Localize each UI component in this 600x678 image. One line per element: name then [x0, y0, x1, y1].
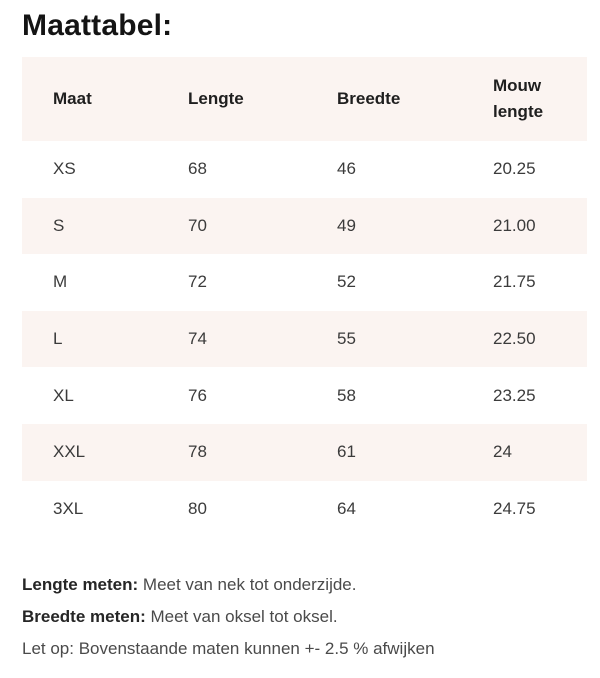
table-row [22, 367, 587, 424]
table-cell: 23.25 [493, 385, 536, 405]
table-cell: 24.75 [493, 498, 536, 518]
header-cell-lengte: Lengte [188, 89, 244, 108]
table-cell: 52 [337, 272, 356, 292]
table-row [22, 198, 587, 255]
page-title: Maattabel: [22, 9, 173, 42]
note-length-label: Lengte meten: [22, 575, 139, 594]
table-cell: 61 [337, 442, 356, 462]
table-cell: 20.25 [493, 159, 536, 179]
note-width [22, 601, 435, 633]
table-cell: XS [53, 159, 76, 179]
table-row [22, 141, 587, 198]
note-length [22, 569, 435, 601]
table-row [22, 481, 587, 538]
table-cell: S [53, 215, 65, 235]
table-cell: 46 [337, 159, 356, 179]
table-row [22, 254, 587, 311]
note-length-text: Meet van nek tot onderzijde. [138, 575, 357, 594]
header-cell-breedte: Breedte [337, 89, 401, 108]
table-header [22, 57, 587, 141]
table-cell: 3XL [53, 498, 84, 518]
header-cell-mouw-lengte: Mouw lengte [493, 76, 544, 121]
measurement-notes [22, 569, 435, 665]
note-disclaimer: Let op: Bovenstaande maten kunnen +- 2.5 % afwijken [22, 639, 435, 658]
table-cell: 70 [188, 215, 207, 235]
table-cell: 21.00 [493, 215, 536, 235]
table-body [22, 141, 587, 537]
table-cell: 21.75 [493, 272, 536, 292]
table-cell: L [53, 329, 63, 349]
table-cell: 22.50 [493, 329, 536, 349]
table-cell: 58 [337, 385, 356, 405]
note-width-text: Meet van oksel tot oksel. [145, 607, 338, 626]
table-row [22, 311, 587, 368]
table-cell: M [53, 272, 68, 292]
table-cell: XL [53, 385, 74, 405]
table-cell: 76 [188, 385, 207, 405]
table-cell: 80 [188, 498, 207, 518]
table-cell: 49 [337, 215, 356, 235]
table-cell: 72 [188, 272, 207, 292]
table-row [22, 424, 587, 481]
table-cell: 24 [493, 442, 512, 462]
header-row [22, 57, 587, 141]
table-cell: 68 [188, 159, 207, 179]
table-cell: XXL [53, 442, 86, 462]
table-cell: 74 [188, 329, 207, 349]
table-cell: 64 [337, 498, 356, 518]
header-cell-maat: Maat [53, 89, 92, 108]
note-width-label: Breedte meten: [22, 607, 146, 626]
table-cell: 55 [337, 329, 356, 349]
table-cell: 78 [188, 442, 207, 462]
size-table [22, 57, 587, 537]
